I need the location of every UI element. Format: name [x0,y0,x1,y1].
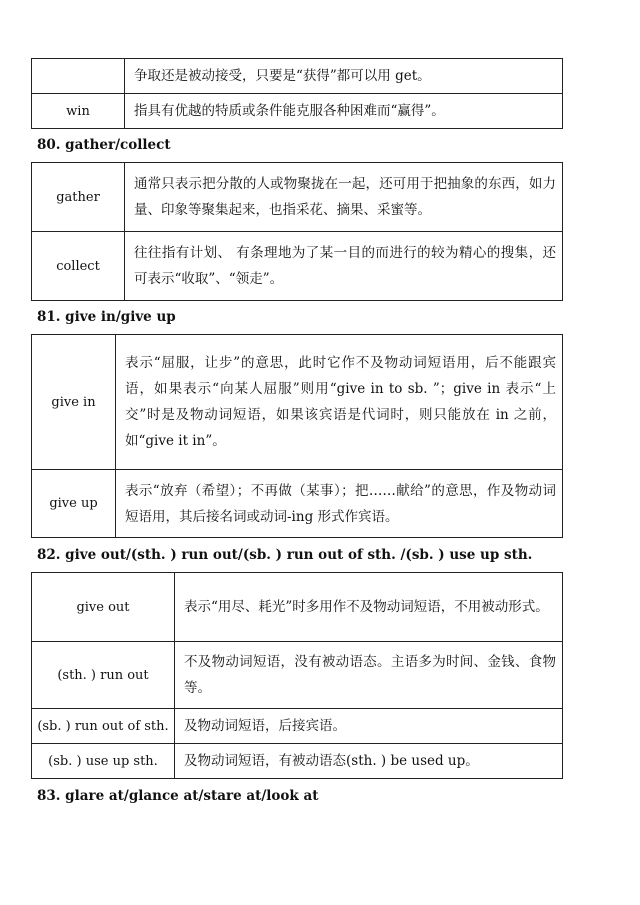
definition-cell: 不及物动词短语，没有被动语态。主语多为时间、金钱、食物等。 [175,642,563,709]
table-win-get [31,58,563,129]
term-cell: (sth. ) run out [32,642,175,709]
table-row [32,335,563,470]
term-cell: give up [32,470,116,538]
definition-cell: 通常只表示把分散的人或物聚拢在一起，还可用于把抽象的东西，如力量、印象等聚集起来，也指采花、摘果、采蜜等。 [125,163,563,232]
definition-cell: 及物动词短语，后接宾语。 [175,709,563,744]
section-heading: 82. give out/(sth. ) run out/(sb. ) run out of sth. /(sb. ) use up sth. [37,547,533,563]
definition-cell: 指具有优越的特质或条件能克服各种困难而“赢得”。 [125,94,563,129]
section-heading: 83. glare at/glance at/stare at/look at [37,788,319,804]
term-cell: (sb. ) run out of sth. [32,709,175,744]
table-row [32,470,563,538]
term-cell: collect [32,232,125,301]
definition-cell: 表示“用尽、耗光”时多用作不及物动词短语，不用被动形式。 [175,573,563,642]
table-row [32,232,563,301]
term-cell: win [32,94,125,129]
table-gather-collect [31,162,563,301]
term-cell: (sb. ) use up sth. [32,744,175,779]
section-heading: 81. give in/give up [37,309,176,325]
term-cell: give in [32,335,116,470]
table-row [32,573,563,642]
definition-cell: 及物动词短语，有被动语态(sth. ) be used up。 [175,744,563,779]
section-heading: 80. gather/collect [37,137,171,153]
term-cell: gather [32,163,125,232]
definition-cell: 争取还是被动接受，只要是“获得”都可以用 get。 [125,59,563,94]
table-row [32,744,563,779]
table-give-in-give-up [31,334,563,538]
table-row [32,59,563,94]
definition-cell: 往往指有计划、 有条理地为了某一目的而进行的较为精心的搜集，还可表示“收取”、“领走”。 [125,232,563,301]
table-give-out-run-out-use-up [31,572,563,779]
definition-cell: 表示“放弃（希望）；不再做（某事）；把……献给”的意思，作及物动词短语用，其后接名词或动词-ing 形式作宾语。 [116,470,563,538]
table-row [32,709,563,744]
table-row [32,94,563,129]
term-cell [32,59,125,94]
table-row [32,642,563,709]
table-row [32,163,563,232]
term-cell: give out [32,573,175,642]
definition-cell: 表示“屈服，让步”的意思，此时它作不及物动词短语用，后不能跟宾语，如果表示“向某人屈服”则用“give in to sb. ”；give in 表示“上交”时是及物动词短语，如果该宾语是代词时，则只能放在 in 之前，如“give it in”。 [116,335,563,470]
